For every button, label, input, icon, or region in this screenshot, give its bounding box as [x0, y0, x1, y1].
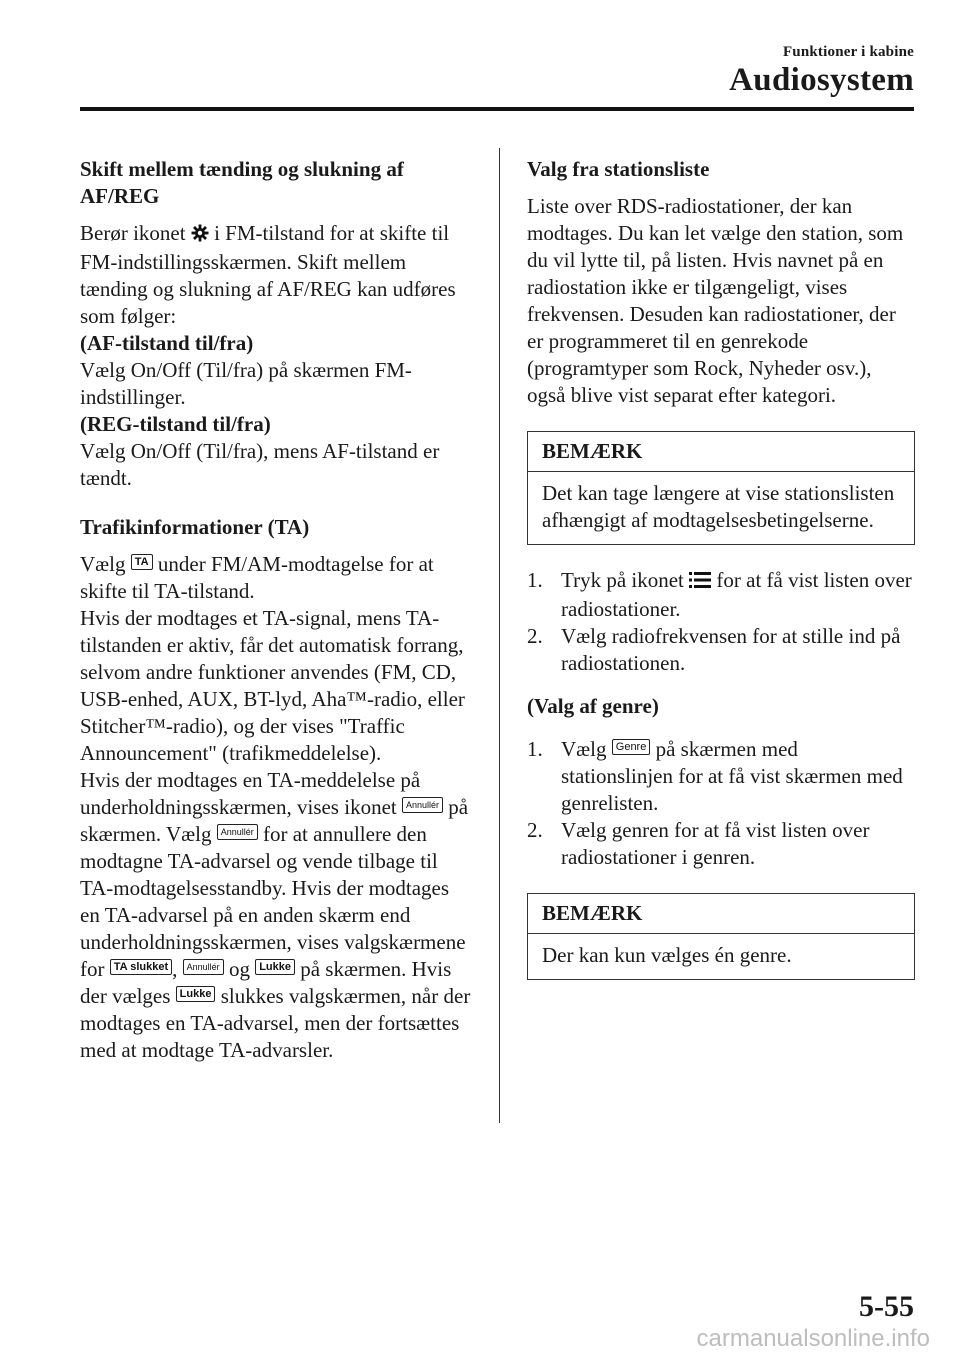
note-text: Det kan tage længere at vise stationslisten afhængigt af modtagelsesbetingelserne.: [542, 481, 895, 532]
section-header: [783, 44, 914, 61]
list-item: 2. Vælg radiofrekvensen for at stille ind på radiostationen.: [527, 624, 901, 675]
header-rule: [80, 107, 914, 111]
ta-button: TA: [131, 554, 153, 570]
right-column: [527, 156, 915, 980]
section-label: Funktioner i kabine: [782, 44, 914, 60]
genre-button: Genre: [612, 739, 651, 755]
watermark: carmanualsonline.info: [696, 1325, 930, 1352]
list-item: 1. Vælg Genre på skærmen med stationslinjen for at få vist skærmen med genrelisten.: [527, 737, 903, 815]
genre-heading: (Valg af genre): [527, 694, 659, 718]
af-mode-title: (AF-tilstand til/fra): [80, 331, 254, 355]
note-box-1: [527, 431, 915, 545]
annuller-button: Annullér: [402, 797, 443, 813]
note-box-2: [527, 893, 915, 980]
station-steps: [527, 567, 915, 677]
heading-ta: Trafikinformationer (TA): [80, 515, 310, 539]
page-number: 5-55: [859, 1290, 914, 1323]
left-column: [80, 156, 472, 1064]
lukke-button: Lukke: [176, 986, 216, 1002]
annuller-button: Annullér: [183, 959, 224, 975]
list-item: 2. Vælg genren for at få vist listen over radiostationer i genren.: [527, 818, 870, 869]
page-title: Audiosystem: [729, 62, 914, 98]
genre-steps: [527, 736, 915, 871]
ta-slukket-button: TA slukket: [110, 959, 172, 975]
column-divider: [499, 148, 500, 1123]
note-title: BEMÆRK: [528, 432, 914, 472]
reg-mode-text: Vælg On/Off (Til/fra), mens AF-tilstand er tændt.: [80, 439, 440, 490]
lukke-button: Lukke: [255, 959, 295, 975]
list-item: 1. Tryk på ikonet for at få vist listen over radiostationer.: [527, 568, 912, 621]
annuller-button: Annullér: [217, 824, 258, 840]
gear-icon: [191, 222, 209, 249]
heading-af-reg: Skift mellem tænding og slukning af AF/REG: [80, 157, 404, 208]
ta-paragraph-1: Vælg TA under FM/AM-modtagelse for at skifte til TA-tilstand.: [80, 552, 434, 603]
list-icon: [689, 569, 711, 596]
heading-station-list: Valg fra stationsliste: [527, 157, 710, 181]
af-mode-text: Vælg On/Off (Til/fra) på skærmen FM-indstillinger.: [80, 358, 412, 409]
note-title: BEMÆRK: [528, 894, 914, 934]
reg-mode-title: (REG-tilstand til/fra): [80, 412, 271, 436]
note-text: Der kan kun vælges én genre.: [542, 943, 792, 967]
ta-paragraph-3: Hvis der modtages en TA-meddelelse på underholdningsskærmen, vises ikonet Annullér på skærmen. Vælg Annullér for at annullere den modtagne TA-advarsel og vende tilbage til TA-modtagelsesstandby. Hvis der modtages en TA-advarsel på en anden skærm end underholdningsskærmen, vises valgskærmene for TA slukket , Annullér og Lukke på skærmen. Hvis der vælges Lukke slukkes valgskærmen, når der modtages en TA-advarsel, men der fortsættes med at modtage TA-advarsler.: [80, 768, 471, 1062]
ta-paragraph-2: Hvis der modtages et TA-signal, mens TA-tilstanden er aktiv, får det automatisk forrang, selvom andre funktioner anvendes (FM, CD, USB-enhed, AUX, BT-lyd, Aha™-radio, eller Stitcher™-radio), og der vises "Traffic Announcement" (trafikmeddelelse).: [80, 606, 465, 765]
af-paragraph: Berør ikonet i FM-tilstand for at skifte til FM-indstillingsskærmen. Skift mellem tænding og slukning af AF/REG kan udføres som følger:: [80, 221, 456, 328]
station-list-paragraph: Liste over RDS-radiostationer, der kan modtages. Du kan let vælge den station, som du vil lytte til, på listen. Hvis navnet på en radiostation ikke er tilgængeligt, vises frekvensen. Desuden kan radiostationer, der er programmeret til en genrekode (programtyper som Rock, Nyheder osv.), også blive vist separat efter kategori.: [527, 194, 904, 407]
